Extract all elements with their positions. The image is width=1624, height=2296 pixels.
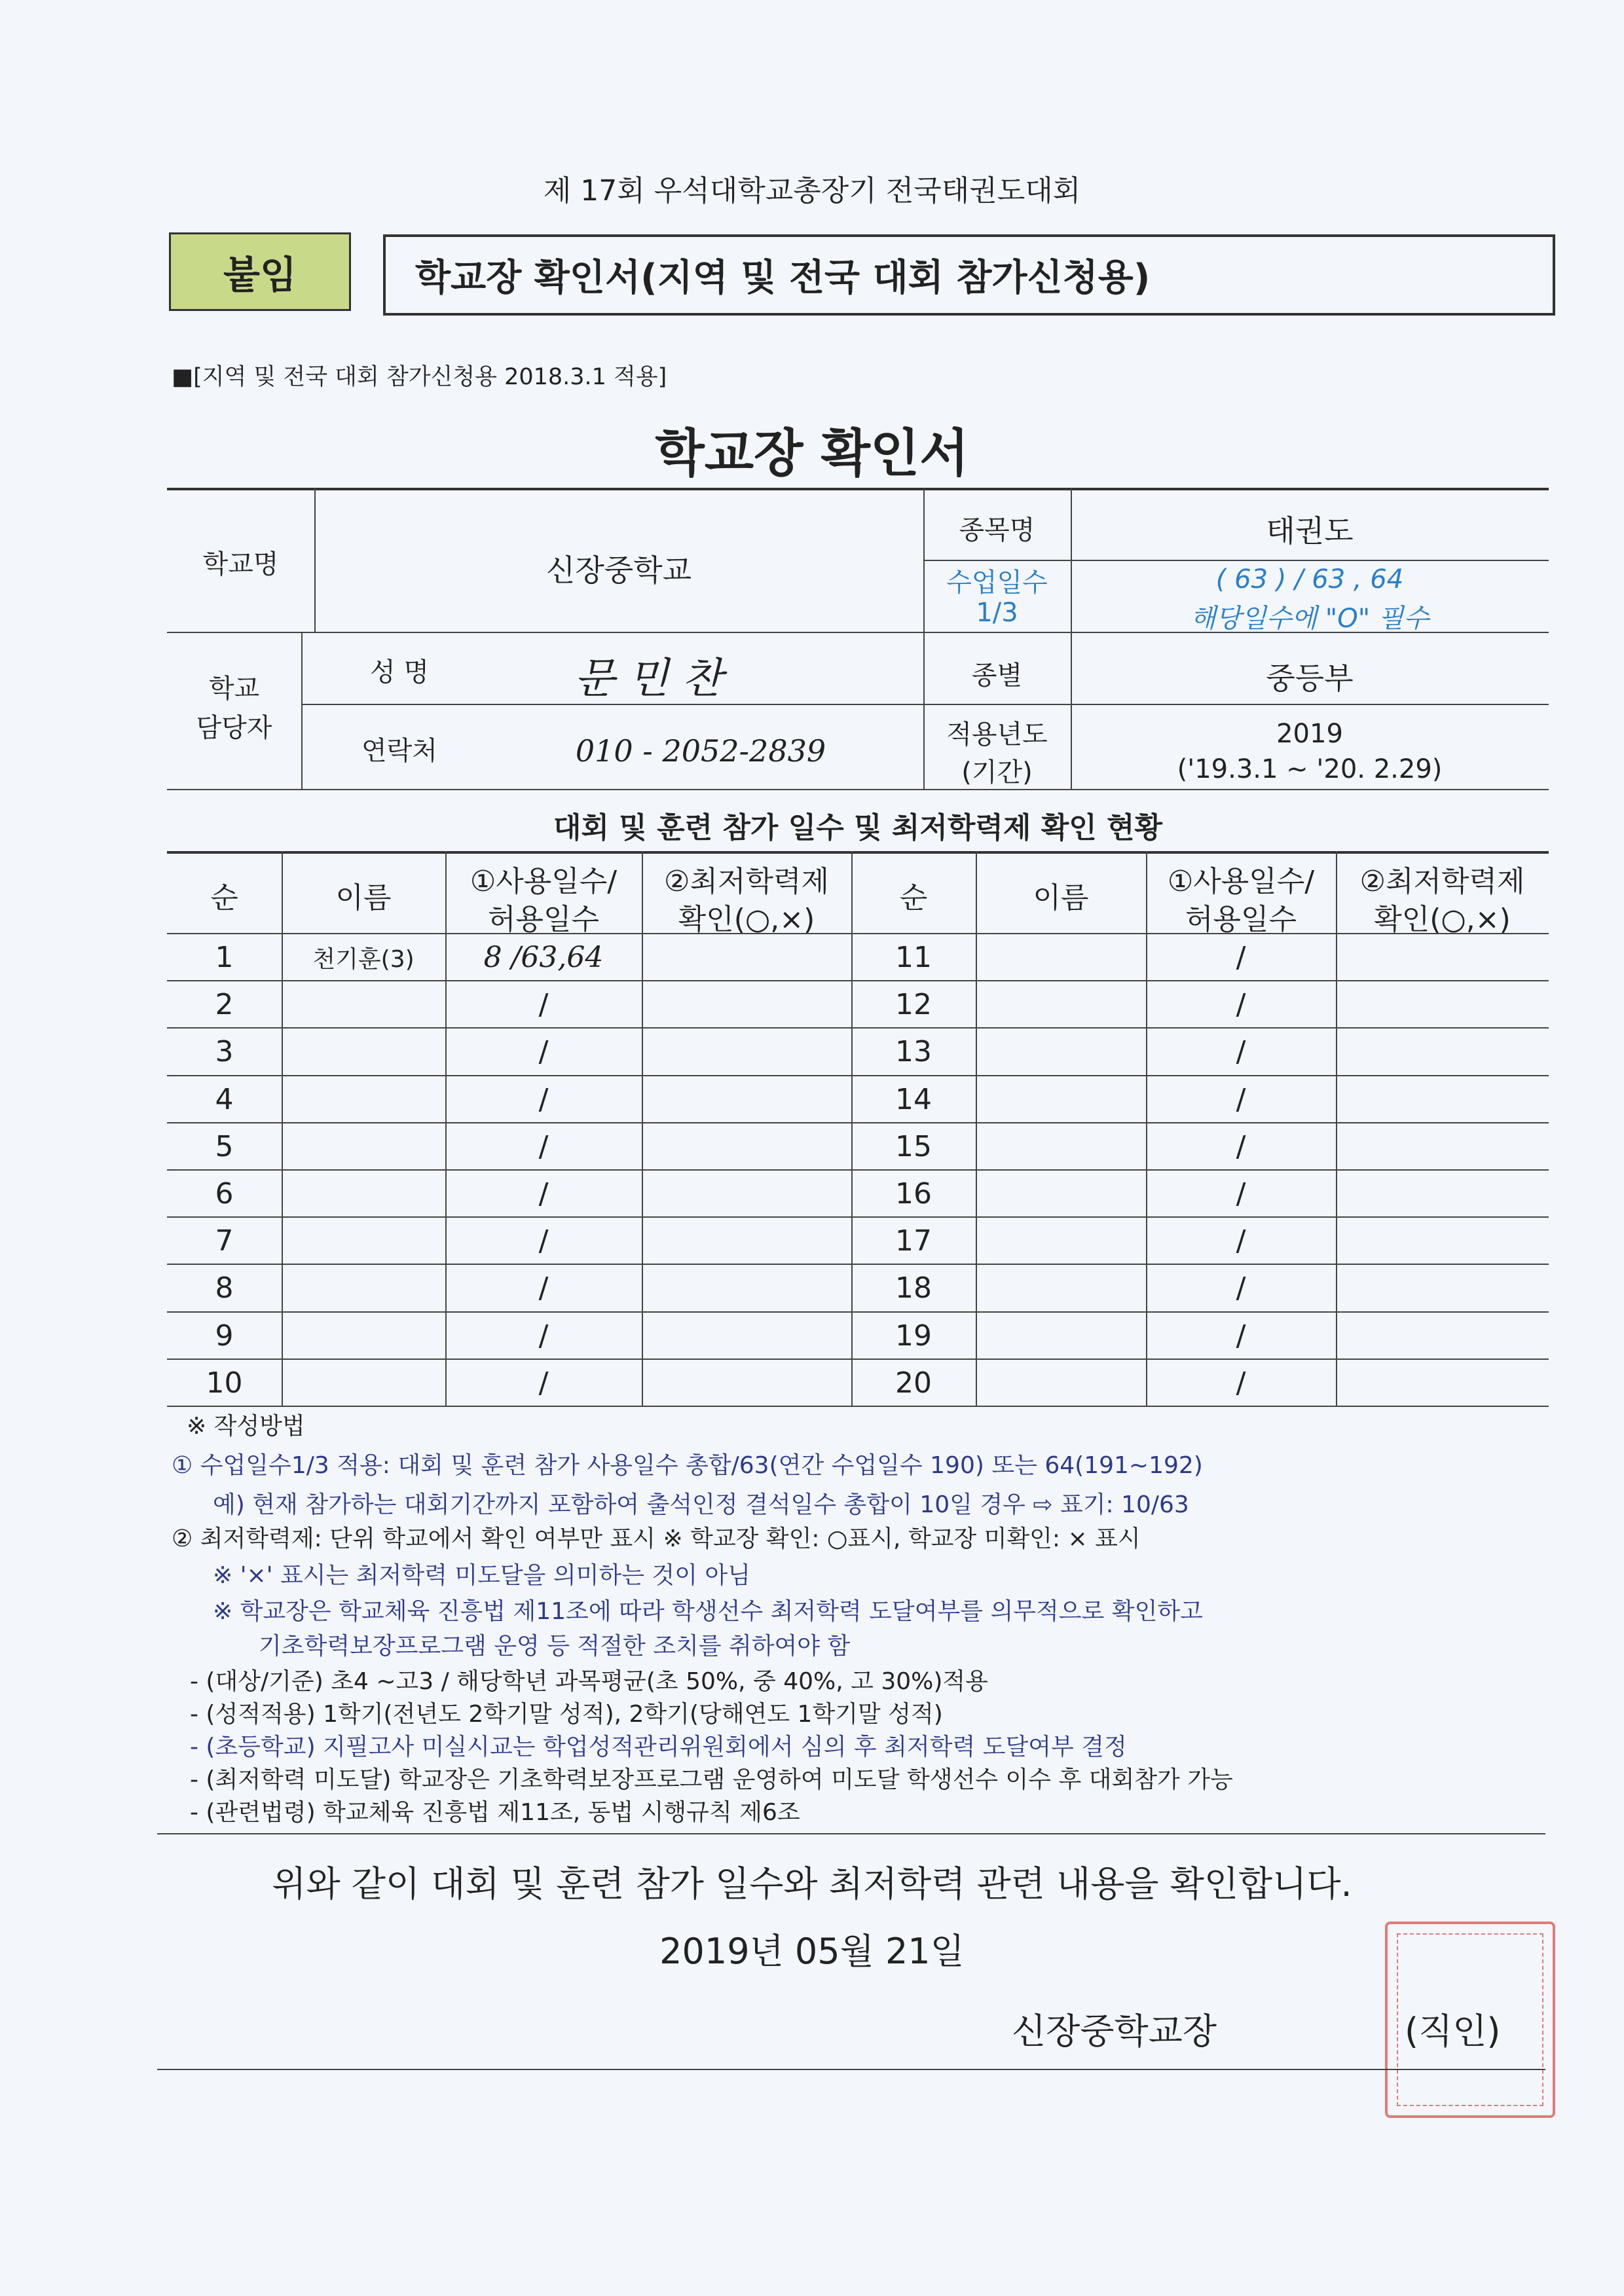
col-days-left-2: 허용일수 — [487, 903, 599, 936]
school-label: 학교명 — [202, 549, 279, 579]
year-value: 2019 — [1276, 719, 1343, 749]
col-check-right-1: ②최저학력제 — [1359, 865, 1525, 898]
division-value: 중등부 — [1266, 661, 1354, 696]
row-number-right: 17 — [895, 1224, 932, 1258]
instruction-line-7: - (대상/기준) 초4 ~고3 / 해당학년 과목평균(초 50%, 중 40%, 고 30%)적용 — [190, 1668, 988, 1695]
document-date: 2019년 05월 21일 — [659, 1931, 965, 1972]
days-value-left: 8 /63,64 — [483, 941, 604, 974]
days-slash-left: / — [538, 1083, 549, 1116]
section-title: 대회 및 훈련 참가 일수 및 최저학력제 확인 현황 — [553, 811, 1163, 845]
days-slash-right: / — [1236, 1035, 1246, 1068]
days-slash-left: / — [538, 1224, 549, 1258]
row-number-left: 4 — [215, 1083, 234, 1116]
row-number-left: 6 — [215, 1177, 234, 1211]
row-number-right: 12 — [895, 988, 932, 1021]
instruction-line-3: ② 최저학력제: 단위 학교에서 확인 여부만 표시 ※ 학교장 확인: ○표시, 학교장 미확인: × 표시 — [172, 1525, 1141, 1552]
days-note: 해당일수에 "O" 필수 — [1190, 604, 1430, 634]
col-check-right-2: 확인(○,×) — [1374, 903, 1511, 936]
col-check-left-2: 확인(○,×) — [678, 903, 815, 936]
row-number-left: 8 — [215, 1271, 234, 1305]
division-label: 종별 — [971, 661, 1023, 691]
year-label-1: 적용년도 — [946, 720, 1048, 750]
school-name: 신장중학교 — [545, 553, 692, 588]
row-number-right: 19 — [895, 1319, 932, 1353]
apply-note: ■[지역 및 전국 대회 참가신청용 2018.3.1 적용] — [172, 364, 667, 390]
days-slash-right: / — [1236, 1319, 1246, 1353]
name-label: 성 명 — [370, 657, 429, 687]
col-no-left: 순 — [210, 881, 238, 915]
col-no-right: 순 — [899, 881, 928, 915]
row-number-right: 11 — [895, 941, 932, 974]
instruction-line-2: 예) 현재 참가하는 대회기간까지 포함하여 출석인정 결석일수 총합이 10일 경우 ⇨ 표기: 10/63 — [213, 1491, 1189, 1518]
instruction-line-5: ※ 학교장은 학교체육 진흥법 제11조에 따라 학생선수 최저학력 도달여부를 의무적으로 확인하고 — [213, 1598, 1203, 1625]
instruction-line-10: - (최저학력 미도달) 학교장은 기초학력보장프로그램 운영하여 미도달 학생선수 이수 후 대회참가 가능 — [190, 1766, 1233, 1793]
instruction-line-11: - (관련법령) 학교체육 진흥법 제11조, 동법 시행규칙 제6조 — [190, 1799, 800, 1826]
days-label-1: 수업일수 — [946, 568, 1048, 598]
row-number-left: 10 — [206, 1366, 243, 1400]
row-number-right: 14 — [895, 1083, 932, 1116]
row-number-left: 3 — [215, 1035, 234, 1068]
days-slash-right: / — [1236, 988, 1246, 1021]
days-slash-left: / — [538, 1035, 549, 1068]
page-title: 학교장 확인서 — [655, 424, 969, 483]
col-name-right: 이름 — [1033, 881, 1089, 915]
days-slash-left: / — [538, 988, 549, 1021]
principal-title: 신장중학교장 — [1012, 2011, 1217, 2052]
row-number-left: 5 — [215, 1130, 234, 1163]
manager-label-1: 학교 — [208, 674, 260, 704]
sport-value: 태권도 — [1266, 513, 1354, 549]
row-number-right: 16 — [895, 1177, 932, 1211]
days-slash-left: / — [538, 1130, 549, 1163]
row-number-left: 7 — [215, 1224, 234, 1258]
confirmation-statement: 위와 같이 대회 및 훈련 참가 일수와 최저학력 관련 내용을 확인합니다. — [272, 1863, 1352, 1904]
contact-label: 연락처 — [361, 736, 437, 766]
col-name-left: 이름 — [335, 881, 392, 915]
sport-label: 종목명 — [959, 515, 1035, 545]
days-slash-left: / — [538, 1319, 549, 1353]
event-line: 제 17회 우석대학교총장기 전국태권도대회 — [543, 174, 1081, 208]
contact-value: 010 - 2052-2839 — [575, 733, 826, 769]
days-slash-right: / — [1236, 1224, 1246, 1258]
instruction-line-4: ※ '×' 표시는 최저학력 미도달을 의미하는 것이 아님 — [213, 1562, 750, 1589]
days-slash-left: / — [538, 1177, 549, 1211]
row-number-right: 13 — [895, 1035, 932, 1068]
row-number-left: 2 — [215, 988, 234, 1021]
manager-label-2: 담당자 — [196, 713, 272, 743]
instruction-line-9: - (초등학교) 지필고사 미실시교는 학업성적관리위원회에서 심의 후 최저학력 도달여부 결정 — [190, 1734, 1127, 1760]
instruction-line-1: ① 수업일수1/3 적용: 대회 및 훈련 참가 사용일수 총합/63(연간 수업일수 190) 또는 64(191~192) — [172, 1452, 1203, 1479]
seal-label: (직인) — [1405, 2011, 1501, 2052]
days-slash-left: / — [538, 1366, 549, 1400]
instructions-heading: ※ 작성방법 — [187, 1413, 305, 1440]
days-slash-left: / — [538, 1271, 549, 1305]
instruction-line-6: 기초학력보장프로그램 운영 등 적절한 조치를 취하여야 함 — [259, 1633, 851, 1660]
days-value: ( 63 ) / 63 , 64 — [1215, 564, 1404, 594]
row-number-left: 1 — [215, 941, 234, 974]
year-label-2: (기간) — [961, 757, 1033, 788]
col-check-left-1: ②최저학력제 — [664, 865, 829, 898]
row-number-right: 18 — [895, 1271, 932, 1305]
days-slash-right: / — [1236, 1271, 1246, 1305]
days-slash-right: / — [1236, 1366, 1246, 1400]
days-label-2: 1/3 — [976, 598, 1018, 628]
col-days-right-1: ①사용일수/ — [1167, 865, 1315, 898]
attachment-badge: 붙임 — [169, 232, 351, 311]
row-number-right: 20 — [895, 1366, 932, 1400]
row-name-left: 천기훈(3) — [312, 946, 415, 973]
manager-name: 문 민 찬 — [574, 655, 723, 703]
days-slash-right: / — [1236, 1083, 1246, 1116]
instruction-line-8: - (성적적용) 1학기(전년도 2학기말 성적), 2학기(당해연도 1학기말 성적) — [190, 1701, 943, 1728]
days-slash-right: / — [1236, 941, 1246, 974]
col-days-left-1: ①사용일수/ — [470, 865, 618, 898]
row-number-right: 15 — [895, 1130, 932, 1163]
document-header: 학교장 확인서(지역 및 전국 대회 참가신청용) — [383, 234, 1555, 316]
row-number-left: 9 — [215, 1319, 234, 1353]
col-days-right-2: 허용일수 — [1185, 903, 1297, 936]
days-slash-right: / — [1236, 1130, 1246, 1163]
year-period: ('19.3.1 ~ '20. 2.29) — [1177, 754, 1443, 784]
days-slash-right: / — [1236, 1177, 1246, 1211]
